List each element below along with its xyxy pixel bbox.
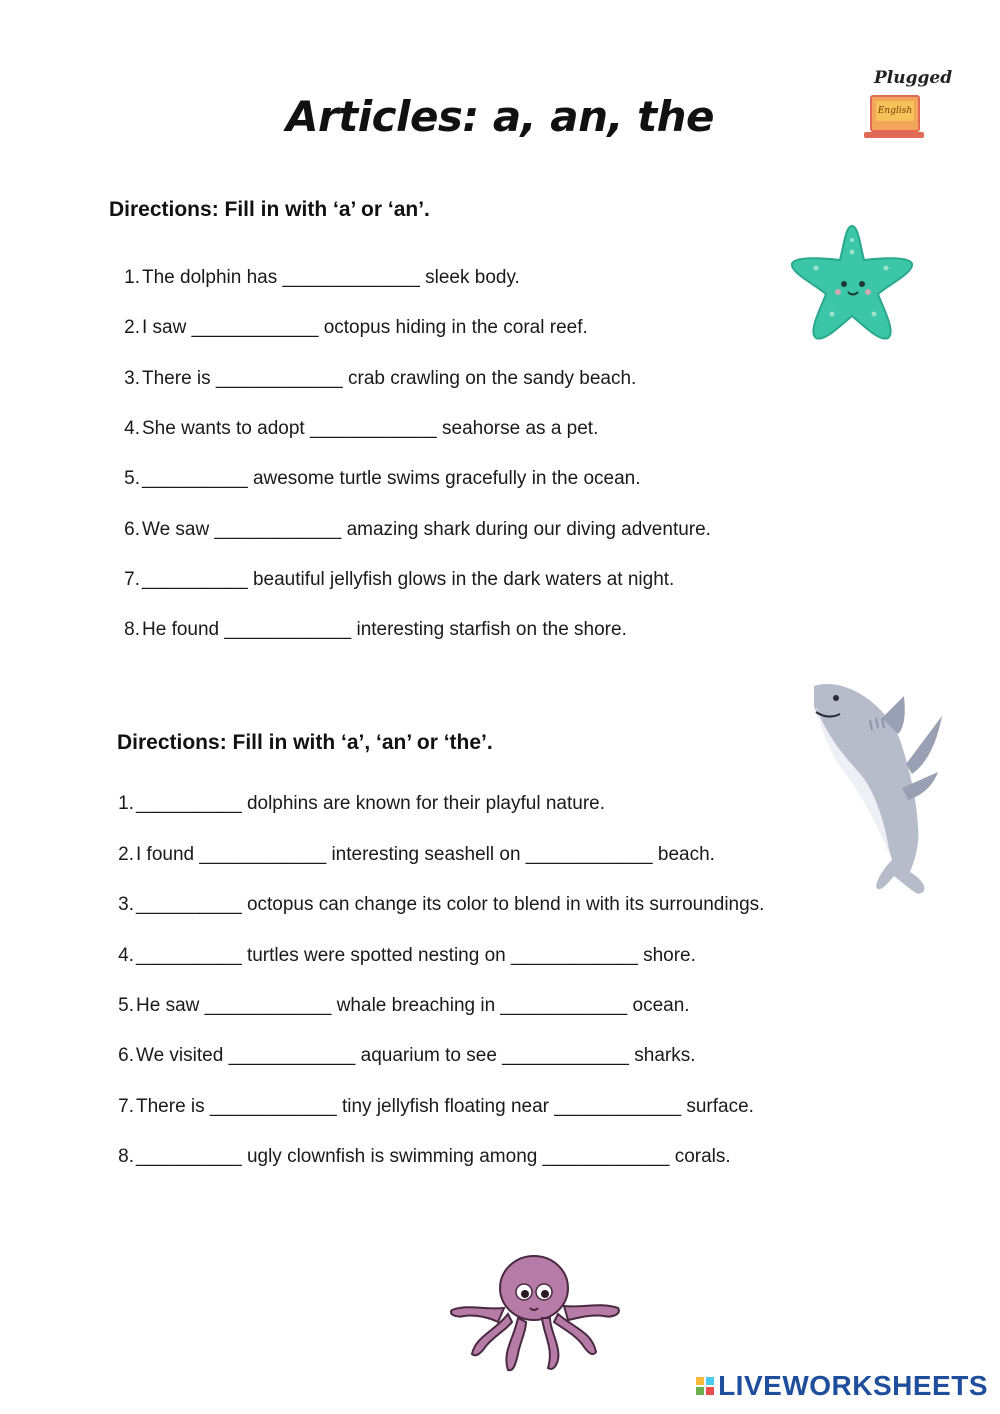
- list-item: [122, 468, 641, 490]
- item-number: 3.: [124, 368, 140, 389]
- list-item: [122, 519, 711, 541]
- item-number: 1.: [118, 793, 134, 814]
- list-item: [122, 317, 588, 339]
- item-number: 7.: [118, 1096, 134, 1117]
- list-item: [122, 619, 627, 641]
- logo-screen-text: English: [876, 101, 914, 121]
- item-text[interactable]: __________ ugly clownfish is swimming among ____________ corals.: [136, 1146, 731, 1167]
- item-number: 4.: [118, 945, 134, 966]
- list-item: [116, 995, 690, 1017]
- item-text[interactable]: The dolphin has _____________ sleek body.: [142, 267, 520, 288]
- item-text[interactable]: __________ awesome turtle swims gracefully in the ocean.: [142, 468, 641, 489]
- item-number: 8.: [118, 1146, 134, 1167]
- item-number: 3.: [118, 894, 134, 915]
- item-number: 2.: [118, 844, 134, 865]
- laptop-icon: [870, 95, 920, 132]
- item-number: 5.: [124, 468, 140, 489]
- item-number: 6.: [124, 519, 140, 540]
- list-item: [116, 945, 696, 967]
- octopus-icon: [446, 1252, 624, 1376]
- list-item: [116, 844, 715, 866]
- item-number: 7.: [124, 569, 140, 590]
- laptop-base: [864, 132, 924, 138]
- footer-brand-text: LIVEWORKSHEETS: [718, 1370, 988, 1401]
- brand-logo: [860, 62, 953, 152]
- list-item: [116, 793, 605, 815]
- liveworksheets-brand: [696, 1370, 988, 1402]
- item-text[interactable]: __________ octopus can change its color to blend in with its surroundings.: [136, 894, 765, 915]
- list-item: [122, 267, 520, 289]
- list-item: [122, 418, 598, 440]
- page-title: Articles: a, an, the: [285, 92, 715, 141]
- item-number: 5.: [118, 995, 134, 1016]
- item-text[interactable]: I saw ____________ octopus hiding in the coral reef.: [142, 317, 588, 338]
- item-text[interactable]: I found ____________ interesting seashell on ____________ beach.: [136, 844, 715, 865]
- item-number: 4.: [124, 418, 140, 439]
- item-text[interactable]: He found ____________ interesting starfish on the shore.: [142, 619, 627, 640]
- item-text[interactable]: We saw ____________ amazing shark during our diving adventure.: [142, 519, 711, 540]
- item-number: 8.: [124, 619, 140, 640]
- list-item: [116, 1096, 754, 1118]
- section2-directions: Directions: Fill in with ‘a’, ‘an’ or ‘the’.: [117, 731, 493, 754]
- shark-icon: [806, 676, 946, 898]
- liveworksheets-logo-icon: [696, 1377, 714, 1395]
- list-item: [122, 368, 636, 390]
- item-text[interactable]: There is ____________ crab crawling on the sandy beach.: [142, 368, 637, 389]
- item-text[interactable]: __________ turtles were spotted nesting on ____________ shore.: [136, 945, 696, 966]
- list-item: [122, 569, 674, 591]
- item-number: 2.: [124, 317, 140, 338]
- list-item: [116, 894, 764, 916]
- starfish-icon: [786, 222, 918, 344]
- logo-word: Plugged: [874, 68, 953, 88]
- item-text[interactable]: __________ beautiful jellyfish glows in the dark waters at night.: [142, 569, 675, 590]
- item-text[interactable]: She wants to adopt ____________ seahorse as a pet.: [142, 418, 599, 439]
- item-number: 6.: [118, 1045, 134, 1066]
- item-text[interactable]: There is ____________ tiny jellyfish floating near ____________ surface.: [136, 1096, 754, 1117]
- list-item: [116, 1045, 696, 1067]
- section1-directions: Directions: Fill in with ‘a’ or ‘an’.: [109, 198, 430, 221]
- item-number: 1.: [124, 267, 140, 288]
- item-text[interactable]: We visited ____________ aquarium to see ____________ sharks.: [136, 1045, 696, 1066]
- item-text[interactable]: __________ dolphins are known for their playful nature.: [136, 793, 605, 814]
- list-item: [116, 1146, 731, 1168]
- item-text[interactable]: He saw ____________ whale breaching in ____________ ocean.: [136, 995, 690, 1016]
